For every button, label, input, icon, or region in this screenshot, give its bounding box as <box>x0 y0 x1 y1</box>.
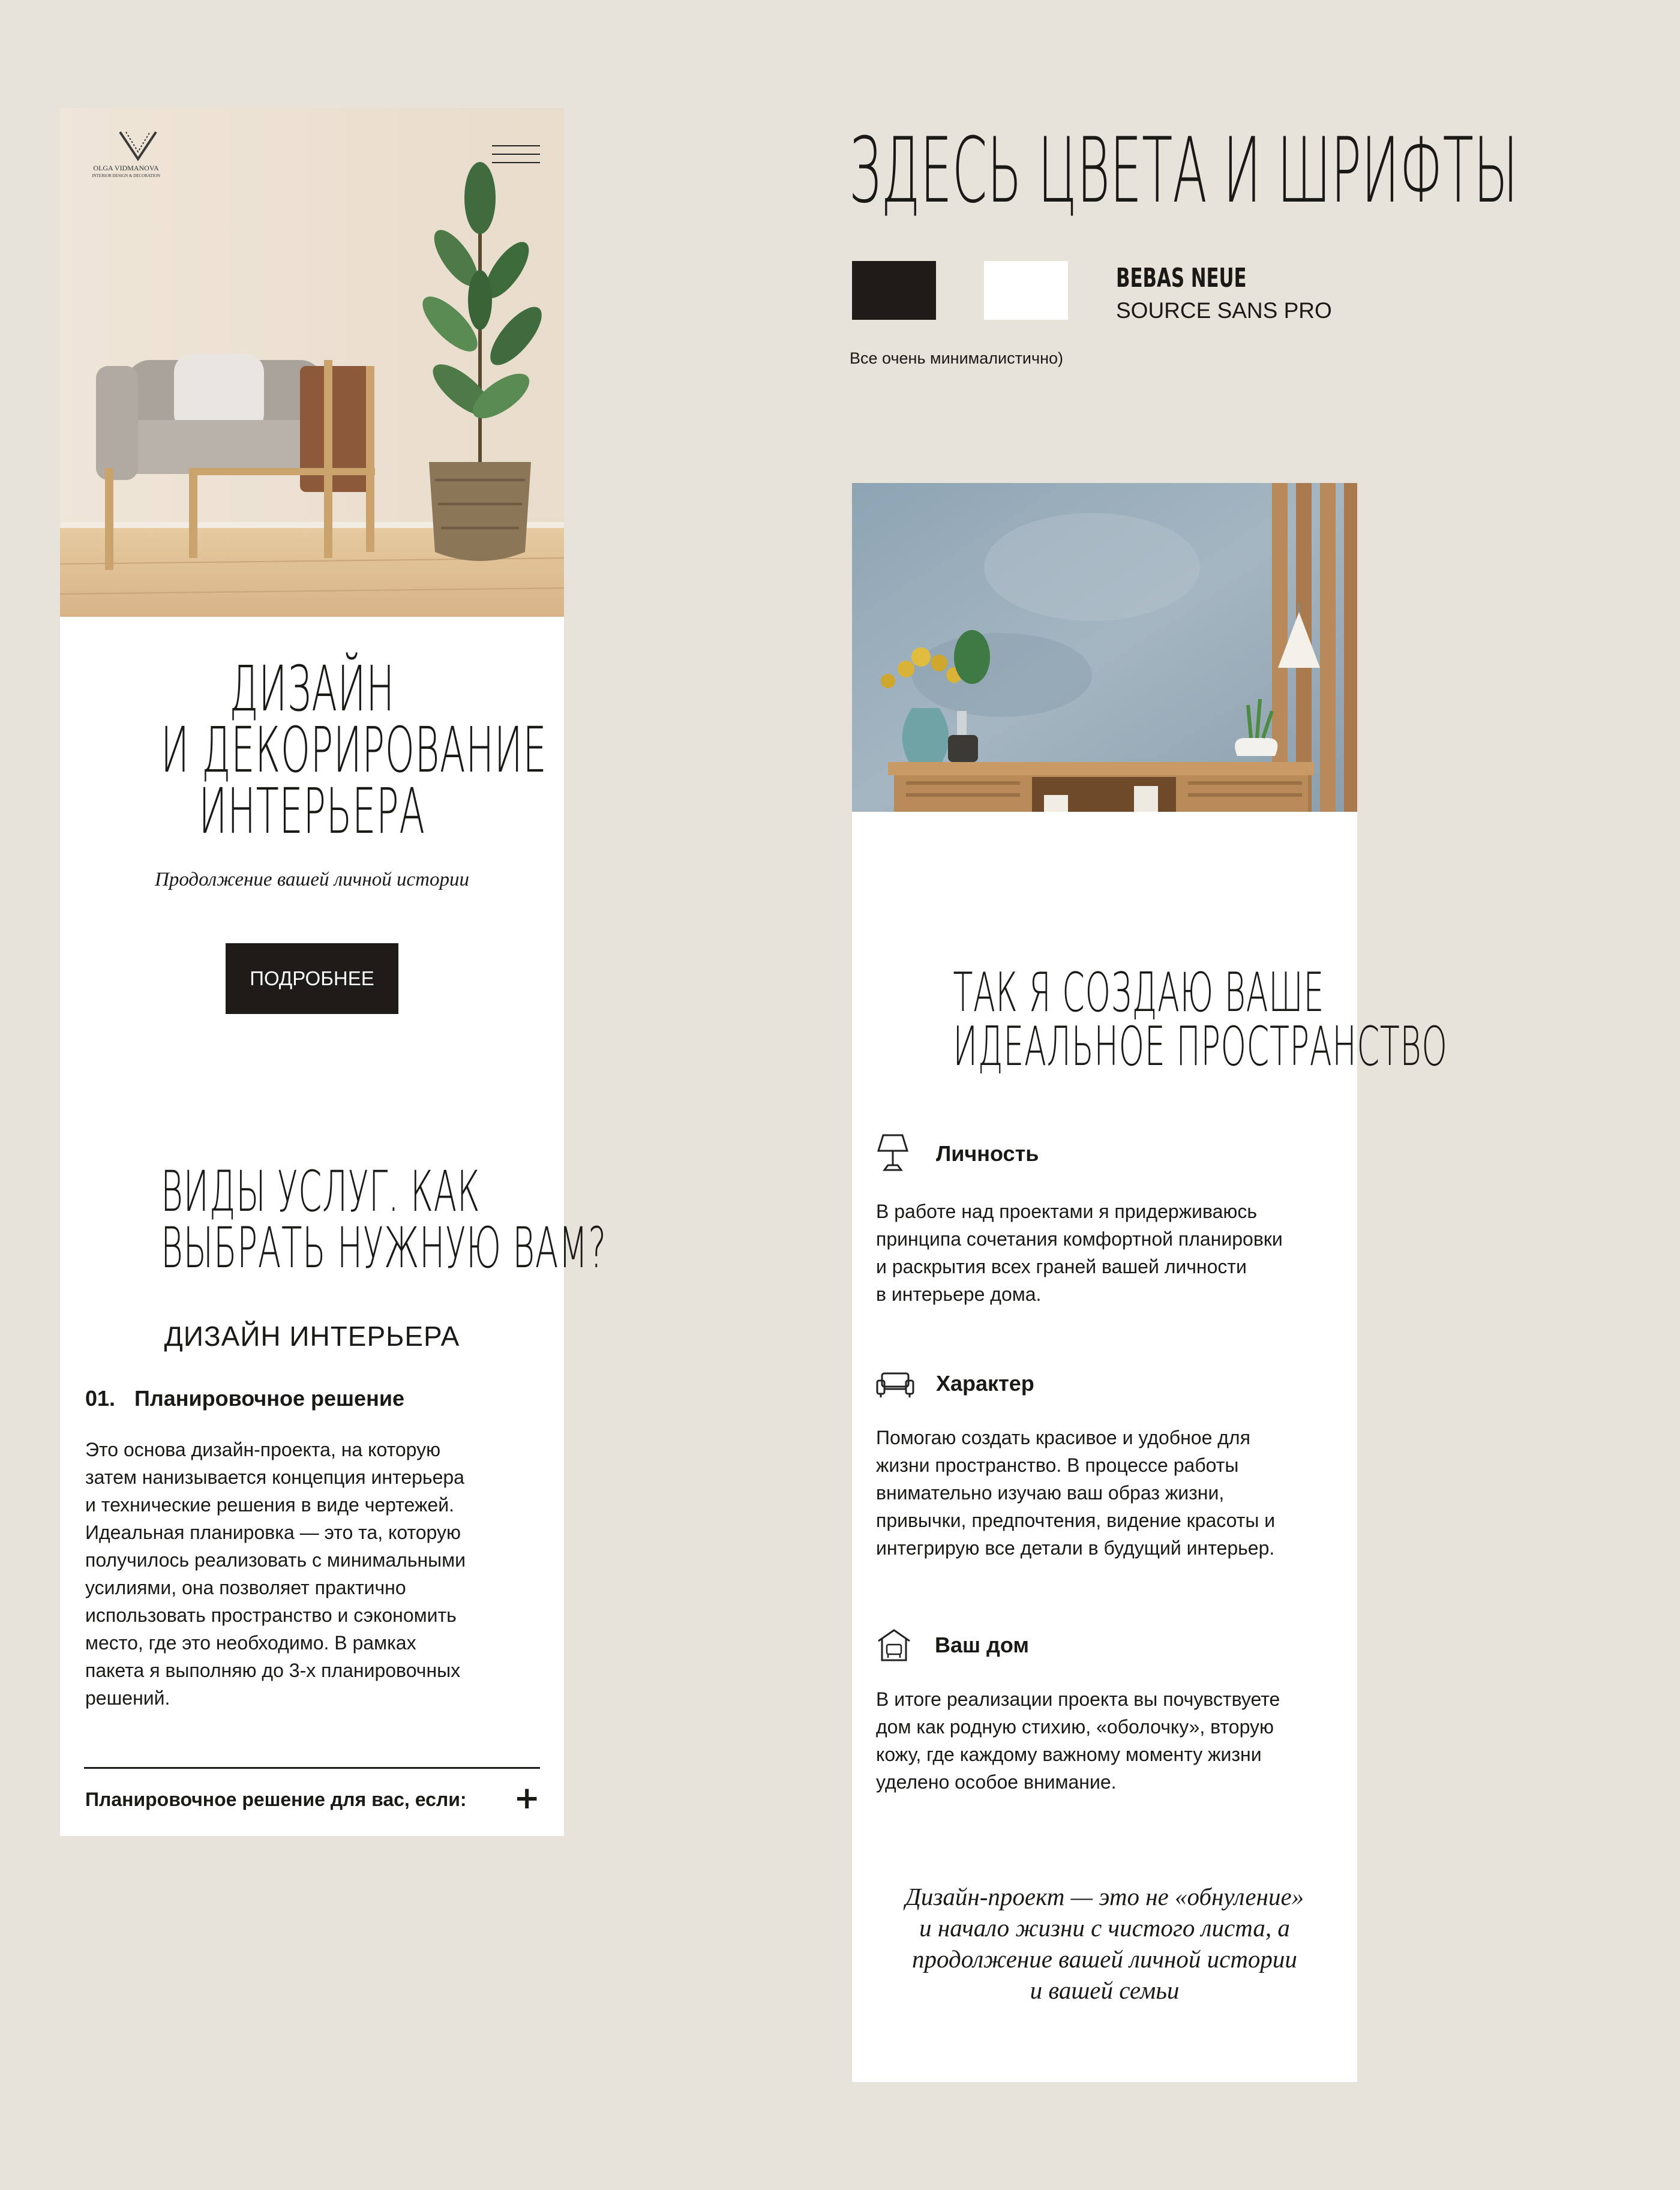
sofa-icon <box>876 1370 914 1400</box>
console-table-illustration <box>852 483 1357 812</box>
font-primary-label: BEBAS NEUE <box>1116 263 1247 293</box>
description-line: использовать пространство и сэкономить <box>85 1604 457 1626</box>
feature-line: Помогаю создать красивое и удобное для <box>876 1427 1250 1448</box>
feature-line: кожу, где каждому важному моменту жизни <box>876 1744 1262 1765</box>
feature-line: привычки, предпочтения, видение красоты и <box>876 1510 1276 1531</box>
feature-text <box>876 1198 1283 1308</box>
hero-subtitle: Продолжение вашей личной истории <box>155 869 469 890</box>
description-line: усилиями, она позволяет практично <box>85 1577 406 1598</box>
feature-line: уделено особое внимание. <box>876 1771 1117 1793</box>
feature-title: Характер <box>936 1371 1034 1396</box>
services-title-line-1: ВИДЫ УСЛУГ. КАК <box>161 1159 481 1225</box>
closing-quote <box>852 1881 1357 2006</box>
quote-line: продолжение вашей личной истории <box>912 1945 1297 1973</box>
feature-line: внимательно изучаю ваш образ жизни, <box>876 1482 1225 1504</box>
services-category: ДИЗАЙН ИНТЕРЬЕРА <box>164 1321 460 1352</box>
feature-line: и раскрытия всех граней вашей личности <box>876 1256 1247 1277</box>
home-armchair-icon <box>876 1628 912 1663</box>
font-secondary-label: SOURCE SANS PRO <box>1116 298 1332 323</box>
hero-title-line-1: ДИЗАЙН <box>229 652 395 725</box>
feature-line: принципа сочетания комфортной планировки <box>876 1228 1283 1250</box>
feature-line: жизни пространство. В процессе работы <box>876 1454 1239 1476</box>
menu-button[interactable] <box>492 143 540 167</box>
description-line: получилось реализовать с минимальными <box>85 1549 466 1571</box>
feature-line: дом как родную стихию, «оболочку», вторую <box>876 1716 1274 1738</box>
description-line: пакета я выполняю до 3-х планировочных <box>85 1660 461 1681</box>
details-button[interactable]: ПОДРОБНЕЕ <box>226 943 398 1014</box>
accordion-toggle[interactable] <box>84 1780 540 1821</box>
accordion-label: Планировочное решение для вас, если: <box>85 1789 467 1810</box>
interior-image <box>852 483 1357 812</box>
feature-line: В работе над проектами я придерживаюсь <box>876 1201 1258 1222</box>
color-swatch-dark <box>852 261 936 320</box>
description-line: и технические решения в виде чертежей. <box>85 1494 454 1516</box>
hero-title <box>60 652 564 848</box>
approach-title <box>852 961 1448 1078</box>
color-swatch-white <box>984 261 1068 320</box>
hamburger-icon <box>492 143 540 167</box>
mobile-screen-approach <box>852 483 1448 2082</box>
hero-title-line-2: И ДЕКОРИРОВАНИЕ <box>161 713 547 787</box>
approach-title-line-1: ТАК Я СОЗДАЮ ВАШЕ <box>953 961 1325 1024</box>
quote-line: Дизайн-проект — это не «обнуление» <box>905 1883 1304 1910</box>
plus-icon: + <box>514 1780 540 1816</box>
brand-logo[interactable] <box>81 129 171 189</box>
services-title <box>60 1159 607 1281</box>
feature-line: В итоге реализации проекта вы почувствуете <box>876 1688 1280 1710</box>
description-line: Идеальная планировка — это та, которую <box>85 1522 461 1543</box>
quote-line: и вашей семьи <box>1030 1976 1180 2004</box>
description-line: решений. <box>85 1687 170 1709</box>
description-line: затем нанизывается концепция интерьера <box>85 1466 464 1488</box>
service-item-title: Планировочное решение <box>134 1386 404 1411</box>
feature-title: Личность <box>936 1141 1039 1166</box>
lamp-icon <box>876 1133 910 1175</box>
feature-title: Ваш дом <box>935 1633 1030 1657</box>
logo-monogram-icon <box>117 129 159 162</box>
styleguide-title: ЗДЕСЬ ЦВЕТА И ШРИФТЫ <box>849 119 1519 223</box>
feature-text <box>876 1424 1275 1562</box>
feature-text <box>876 1685 1280 1796</box>
hero-image <box>60 108 564 617</box>
quote-line: и начало жизни с чистого листа, а <box>919 1914 1290 1942</box>
description-line: Это основа дизайн-проекта, на которую <box>85 1439 441 1460</box>
description-line: место, где это необходимо. В рамках <box>85 1632 416 1654</box>
services-title-line-2: ВЫБРАТЬ НУЖНУЮ ВАМ? <box>161 1216 607 1281</box>
hero-title-line-3: ИНТЕРЬЕРА <box>199 775 425 848</box>
feature-line: интегрирую все детали в будущий интерьер. <box>876 1537 1275 1559</box>
mobile-screen-home <box>60 108 607 1836</box>
accordion-divider <box>84 1767 540 1769</box>
logo-tagline: INTERIOR DESIGN & DECORATION <box>92 173 160 178</box>
styleguide-note: Все очень минималистично) <box>850 349 1063 367</box>
feature-line: в интерьере дома. <box>876 1283 1042 1305</box>
logo-name: OLGA VIDMANOVA <box>93 164 159 172</box>
service-item-description <box>85 1436 553 1712</box>
service-item-number: 01. <box>85 1386 116 1411</box>
approach-title-line-2: ИДЕАЛЬНОЕ ПРОСТРАНСТВО <box>953 1015 1448 1078</box>
